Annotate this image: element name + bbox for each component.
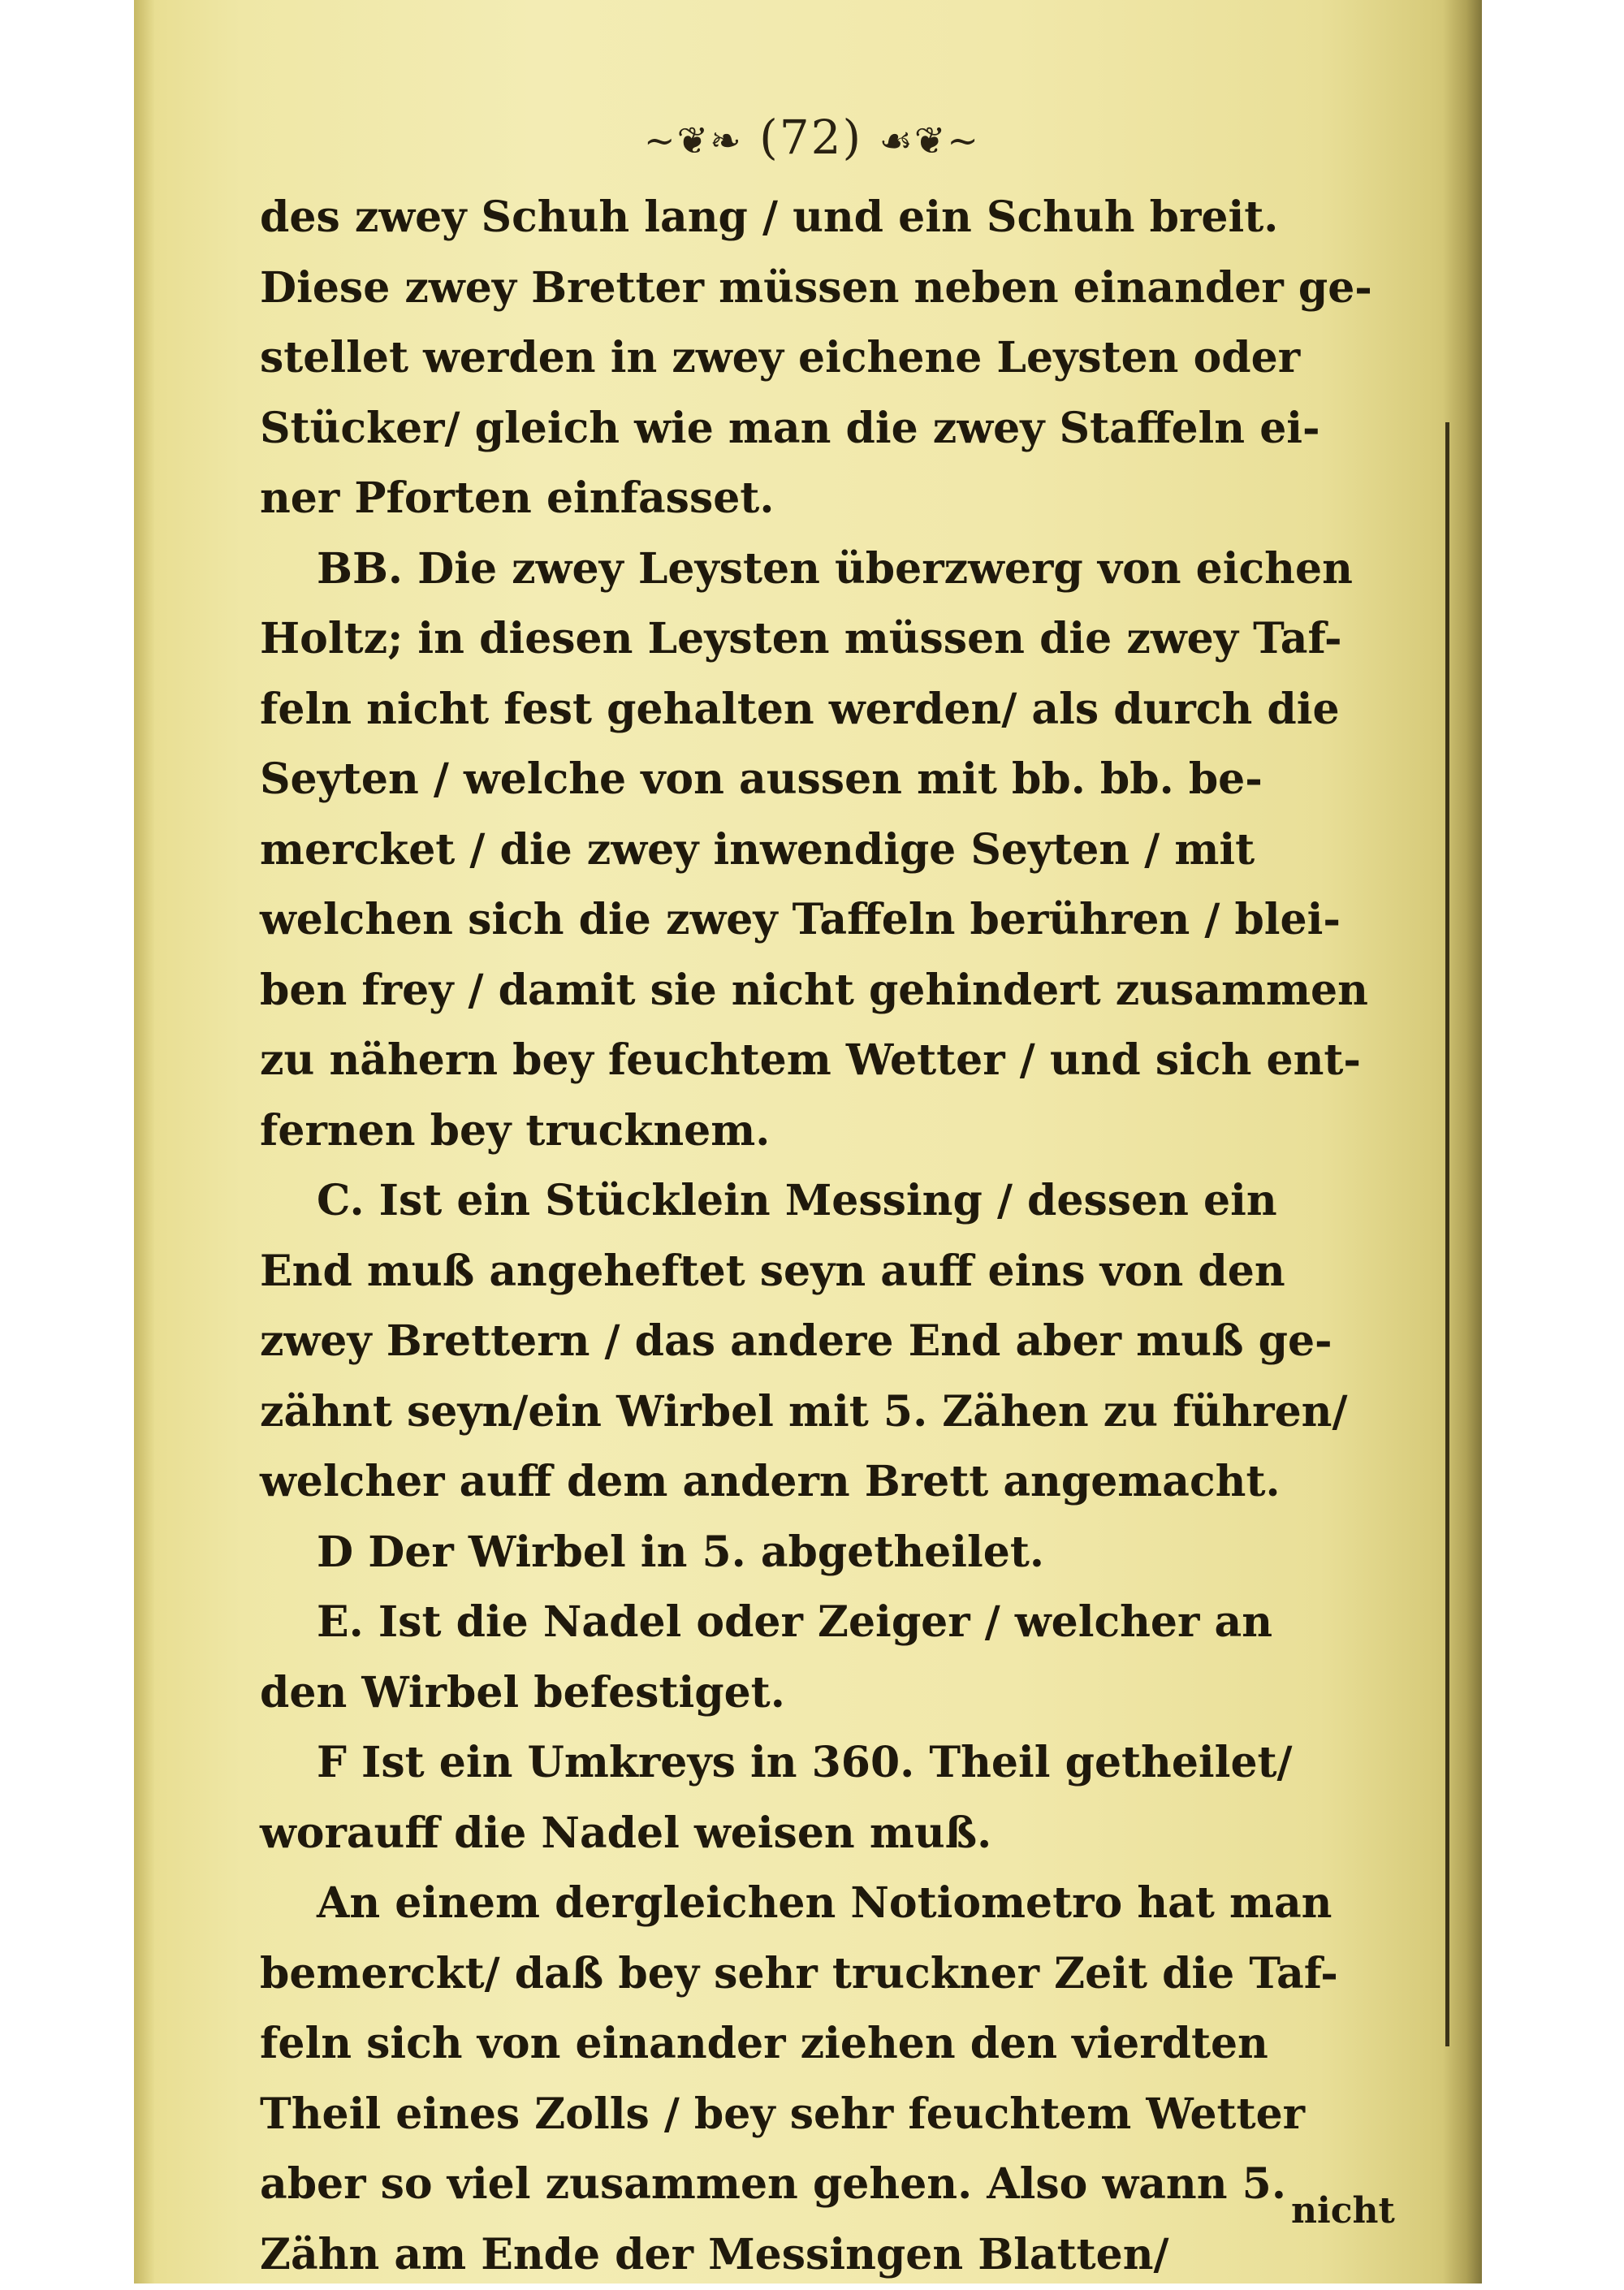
body-text bbox=[260, 183, 1453, 2290]
text-line: des zwey Schuh lang / und ein Schuh breit. bbox=[260, 183, 1453, 253]
text-line: aber so viel zusammen gehen. Also wann 5. bbox=[260, 2150, 1453, 2220]
text-line: worauff die Nadel weisen muß. bbox=[260, 1799, 1453, 1869]
text-line: Seyten / welche von aussen mit bb. bb. be- bbox=[260, 745, 1453, 815]
text-line: Stücker/ gleich wie man die zwey Staffeln ei- bbox=[260, 394, 1453, 464]
text-line: E. Ist die Nadel oder Zeiger / welcher an bbox=[260, 1588, 1453, 1658]
text-line: Holtz; in diesen Leysten müssen die zwey Taf- bbox=[260, 604, 1453, 675]
text-line: fernen bey trucknem. bbox=[260, 1096, 1453, 1167]
text-line: An einem dergleichen Notiometro hat man bbox=[260, 1869, 1453, 1939]
text-line: zu nähern bey feuchtem Wetter / und sich ent- bbox=[260, 1026, 1453, 1096]
text-line: feln nicht fest gehalten werden/ als durch die bbox=[260, 675, 1453, 745]
text-line: zwey Brettern / das andere End aber muß ge- bbox=[260, 1307, 1453, 1377]
catchword: nicht bbox=[1291, 2190, 1395, 2232]
text-line: Theil eines Zolls / bey sehr feuchtem Wetter bbox=[260, 2080, 1453, 2150]
text-line: welchen sich die zwey Taffeln berühren / blei- bbox=[260, 885, 1453, 956]
text-line: feln sich von einander ziehen den vierdten bbox=[260, 2009, 1453, 2080]
text-line: Diese zwey Bretter müssen neben einander ge- bbox=[260, 253, 1453, 324]
page-number-header bbox=[0, 110, 1624, 165]
page-edge bbox=[134, 0, 155, 2284]
text-line: bemerckt/ daß bey sehr truckner Zeit die Taf- bbox=[260, 1939, 1453, 2010]
text-line: mercket / die zwey inwendige Seyten / mit bbox=[260, 815, 1453, 886]
text-line: End muß angeheftet seyn auff eins von den bbox=[260, 1237, 1453, 1307]
text-line: ben frey / damit sie nicht gehindert zusammen bbox=[260, 956, 1453, 1026]
text-line: welcher auff dem andern Brett angemacht. bbox=[260, 1447, 1453, 1518]
text-line: den Wirbel befestiget. bbox=[260, 1658, 1453, 1729]
right-ornament-icon: ☙❦~ bbox=[879, 119, 980, 162]
text-line: zähnt seyn/ein Wirbel mit 5. Zähen zu führen/ bbox=[260, 1377, 1453, 1448]
text-line: BB. Die zwey Leysten überzwerg von eichen bbox=[260, 534, 1453, 605]
left-ornament-icon: ~❦❧ bbox=[644, 119, 743, 162]
text-line: D Der Wirbel in 5. abgetheilet. bbox=[260, 1518, 1453, 1588]
text-line: F Ist ein Umkreys in 360. Theil getheilet/ bbox=[260, 1728, 1453, 1799]
text-line: Zähn am Ende der Messingen Blatten/ bbox=[260, 2220, 1453, 2290]
text-line: ner Pforten einfasset. bbox=[260, 464, 1453, 534]
page-number: (72) bbox=[759, 110, 862, 165]
text-line: C. Ist ein Stücklein Messing / dessen ein bbox=[260, 1166, 1453, 1237]
text-line: stellet werden in zwey eichene Leysten oder bbox=[260, 323, 1453, 394]
